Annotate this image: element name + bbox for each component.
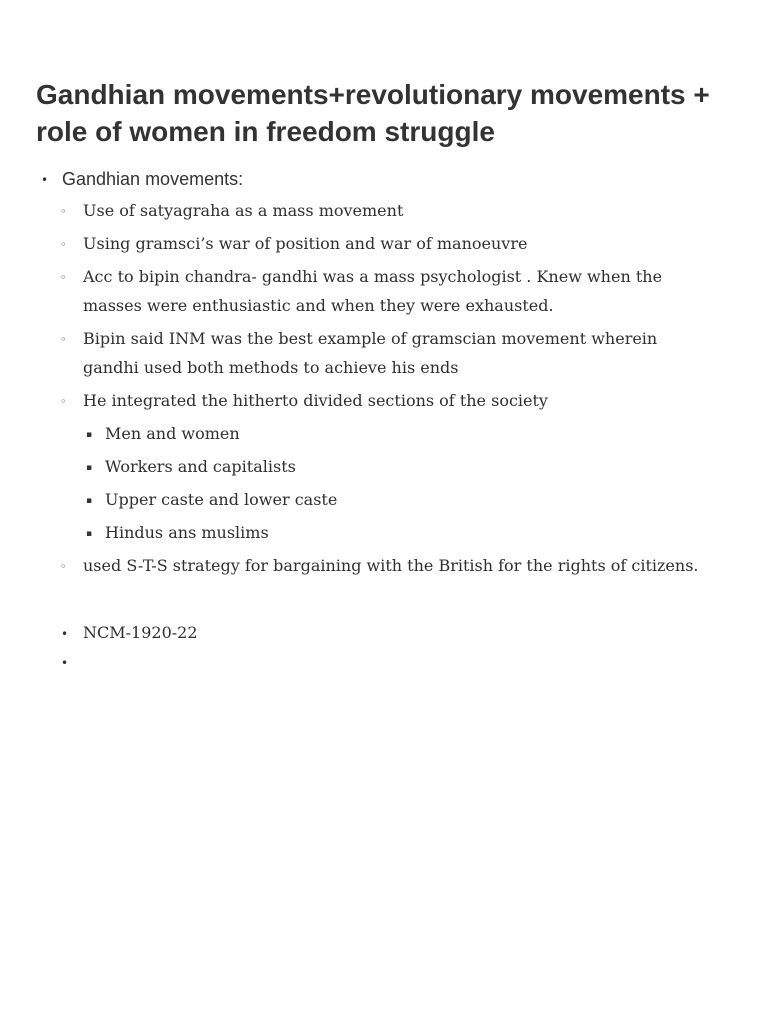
list-item-sub-4: Hindus ans muslims (105, 523, 269, 542)
list-item-sts: used S-T-S strategy for bargaining with the British for the rights of citizens. (83, 556, 699, 575)
disc-bullet-icon: • (61, 627, 69, 641)
list-item-sub-1: Men and women (105, 424, 240, 443)
square-bullet-icon: ▪ (86, 463, 93, 473)
square-bullet-icon: ▪ (86, 529, 93, 539)
list-item-ncm: NCM-1920-22 (83, 623, 198, 642)
list-item-bipin-line-1: Acc to bipin chandra- gandhi was a mass psychologist . Knew when the (83, 267, 663, 286)
list-item-gandhian: Gandhian movements: (62, 169, 244, 189)
disc-bullet-icon: • (61, 656, 69, 670)
circle-bullet-icon: ◦ (60, 333, 67, 346)
list-item-inm-line-1: Bipin said INM was the best example of gramscian movement wherein (83, 329, 658, 348)
circle-bullet-icon: ◦ (60, 238, 67, 251)
circle-bullet-icon: ◦ (60, 205, 67, 218)
disc-bullet-icon: • (41, 173, 49, 187)
list-item-bipin-line-2: masses were enthusiastic and when they were exhausted. (83, 296, 554, 315)
list-item-sub-2: Workers and capitalists (105, 457, 296, 476)
list-item-satyagraha: Use of satyagraha as a mass movement (83, 201, 404, 220)
circle-bullet-icon: ◦ (60, 395, 67, 408)
square-bullet-icon: ▪ (86, 430, 93, 440)
square-bullet-icon: ▪ (86, 496, 93, 506)
circle-bullet-icon: ◦ (60, 271, 67, 284)
page-title: Gandhian movements+revolutionary movements + role of women in freedom struggle (36, 79, 710, 147)
list-item-inm-line-2: gandhi used both methods to achieve his ends (83, 358, 459, 377)
list-item-sub-3: Upper caste and lower caste (105, 490, 338, 509)
list-item-gramsci: Using gramsci’s war of position and war of manoeuvre (83, 234, 528, 253)
list-item-integrated: He integrated the hitherto divided sections of the society (83, 391, 548, 410)
circle-bullet-icon: ◦ (60, 560, 67, 573)
